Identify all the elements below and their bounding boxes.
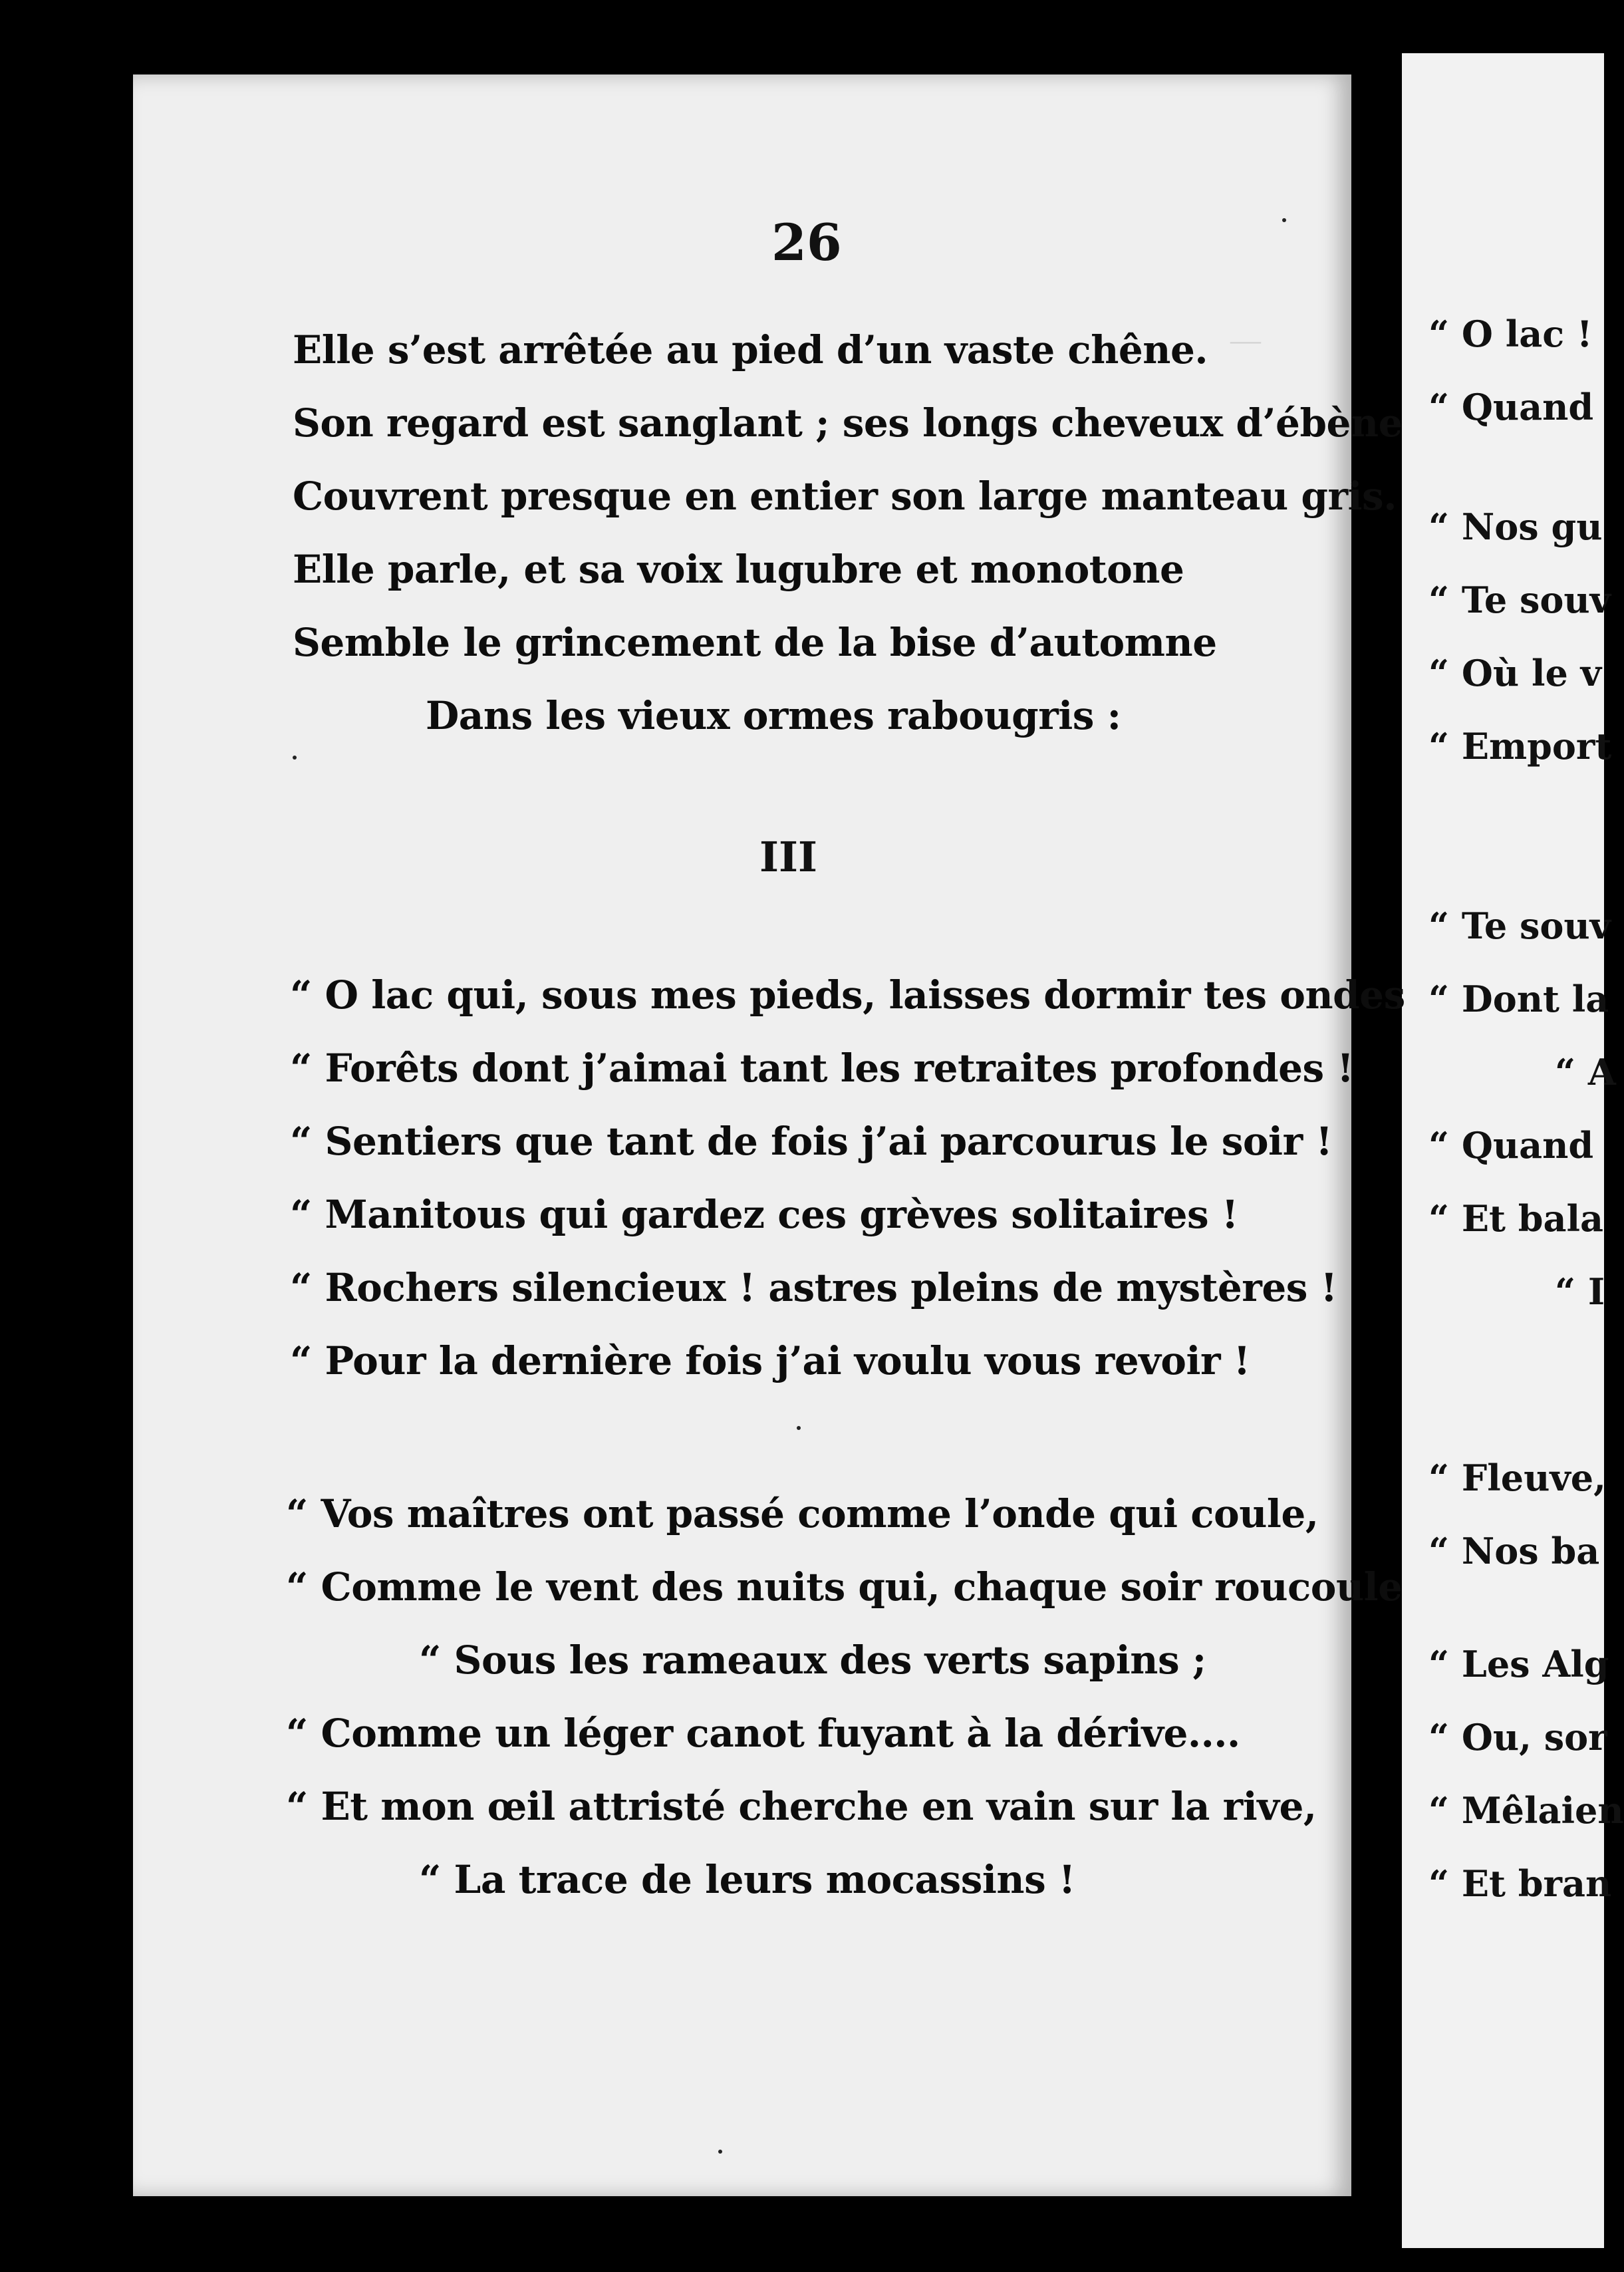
- verse-line: Elle parle, et sa voix lugubre et monotone: [293, 547, 1184, 592]
- right-line: “ Te souv: [1428, 905, 1611, 947]
- verse-line: “ Manitous qui gardez ces grèves solitaires !: [290, 1192, 1238, 1237]
- verse-line: Son regard est sanglant ; ses longs cheveux d’ébène: [293, 400, 1403, 446]
- verse-line: “ Vos maîtres ont passé comme l’onde qui coule,: [286, 1491, 1319, 1536]
- right-line: “ Dont la: [1428, 978, 1609, 1020]
- verse-line: “ Comme un léger canot fuyant à la dérive....: [286, 1711, 1240, 1756]
- right-line: “ Mêlaien: [1428, 1789, 1624, 1832]
- right-line: “ Ou, sor: [1428, 1716, 1607, 1759]
- verse-line: “ Sentiers que tant de fois j’ai parcourus le soir !: [290, 1119, 1333, 1164]
- verse-line: “ Pour la dernière fois j’ai voulu vous revoir !: [290, 1338, 1250, 1383]
- verse-line: “ O lac qui, sous mes pieds, laisses dormir tes ondes: [290, 972, 1405, 1018]
- verse-line: “ Sous les rameaux des verts sapins ;: [419, 1637, 1206, 1683]
- right-line: “ Et bran: [1428, 1862, 1612, 1905]
- right-line: “ Quand: [1428, 386, 1594, 428]
- right-line: “ Fleuve,: [1428, 1457, 1606, 1499]
- right-line: “ Quand: [1428, 1124, 1594, 1167]
- page-number: 26: [771, 213, 842, 272]
- scan-speck: [293, 756, 297, 760]
- verse-line: “ Et mon œil attristé cherche en vain sur la rive,: [286, 1784, 1317, 1829]
- right-line: “ Nos ba: [1428, 1530, 1600, 1572]
- verse-line: Couvrent presque en entier son large manteau gris.: [293, 474, 1397, 519]
- verse-line: “ Comme le vent des nuits qui, chaque soir roucoule: [286, 1564, 1403, 1610]
- right-line: “ Emport: [1428, 725, 1612, 768]
- verse-line: Semble le grincement de la bise d’automne: [293, 620, 1217, 665]
- scan-speck: [797, 1426, 801, 1430]
- verse-line: “ La trace de leurs mocassins !: [419, 1857, 1075, 1902]
- right-line: “ I: [1555, 1270, 1605, 1313]
- right-line: “ A: [1555, 1051, 1616, 1093]
- verse-line: Dans les vieux ormes rabougris :: [426, 693, 1121, 738]
- verse-line: Elle s’est arrêtée au pied d’un vaste chêne.: [293, 327, 1208, 372]
- verse-line: “ Rochers silencieux ! astres pleins de mystères !: [290, 1265, 1337, 1310]
- right-line: “ Nos gu: [1428, 505, 1603, 548]
- right-line: “ Les Alg: [1428, 1643, 1609, 1685]
- scan-speck: [1282, 218, 1286, 222]
- bleed-through-text: —: [1230, 323, 1261, 356]
- right-line: “ O lac !: [1428, 313, 1593, 355]
- right-page: [1402, 53, 1624, 2248]
- scan-speck: [718, 2150, 722, 2154]
- right-line: “ Te souv: [1428, 579, 1611, 621]
- right-line: “ Où le v: [1428, 652, 1602, 694]
- section-heading: III: [759, 833, 818, 881]
- right-line: “ Et bala: [1428, 1197, 1604, 1240]
- verse-line: “ Forêts dont j’aimai tant les retraites profondes !: [290, 1046, 1354, 1091]
